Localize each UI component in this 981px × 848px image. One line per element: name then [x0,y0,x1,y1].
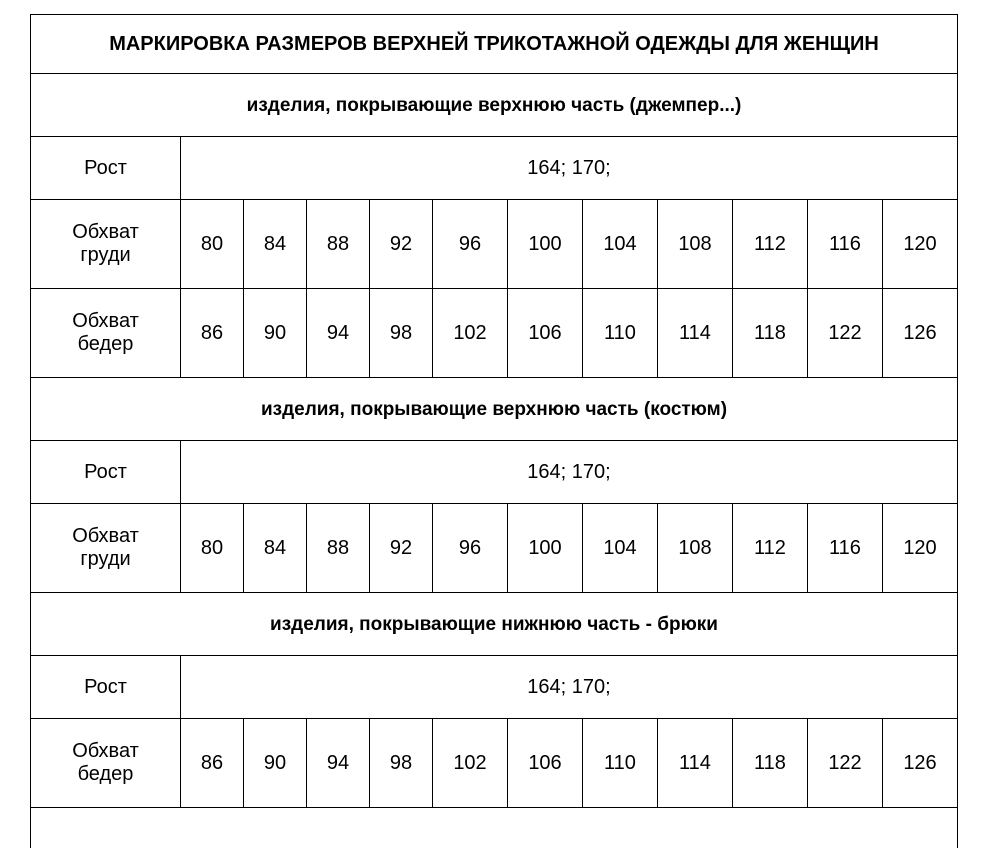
value-cell: 114 [658,289,733,378]
value-cell: 88 [307,504,370,593]
value-cell: 122 [808,719,883,808]
section-heading: изделия, покрывающие верхнюю часть (джемпер...) [31,74,958,137]
height-values: 164; 170; [181,656,958,719]
table-row-cut [31,808,958,848]
row-label-line: Обхват [72,740,139,762]
value-cell: 102 [433,719,508,808]
row-label [31,504,181,593]
row-label: Рост [31,441,181,504]
section-heading: изделия, покрывающие нижнюю часть - брюки [31,593,958,656]
value-cell: 80 [181,504,244,593]
value-cell: 126 [883,719,958,808]
value-cell: 114 [658,719,733,808]
value-cell: 94 [307,289,370,378]
value-cell: 112 [733,200,808,289]
table-row [31,656,958,719]
value-cell: 90 [244,719,307,808]
value-cell: 84 [244,200,307,289]
value-cell: 88 [307,200,370,289]
value-cell: 116 [808,200,883,289]
value-cell: 90 [244,289,307,378]
value-cell: 120 [883,200,958,289]
value-cell: 106 [508,289,583,378]
value-cell: 98 [370,719,433,808]
value-cell: 110 [583,289,658,378]
size-marking-table [30,14,958,848]
row-label-line: бедер [78,763,134,785]
row-label-line: Обхват [72,525,139,547]
section-heading: изделия, покрывающие верхнюю часть (костюм) [31,378,958,441]
value-cell: 86 [181,289,244,378]
value-cell: 92 [370,504,433,593]
value-cell: 120 [883,504,958,593]
value-cell: 80 [181,200,244,289]
value-cell: 118 [733,719,808,808]
value-cell: 98 [370,289,433,378]
value-cell: 108 [658,200,733,289]
table-row [31,289,958,378]
value-cell: 92 [370,200,433,289]
row-label [31,289,181,378]
value-cell: 106 [508,719,583,808]
row-label-line: груди [80,548,130,570]
value-cell: 96 [433,504,508,593]
value-cell: 96 [433,200,508,289]
value-cell: 110 [583,719,658,808]
table-row [31,504,958,593]
value-cell: 122 [808,289,883,378]
table-row [31,719,958,808]
row-label-line: груди [80,244,130,266]
row-label-line: бедер [78,333,134,355]
row-label: Рост [31,656,181,719]
value-cell: 84 [244,504,307,593]
value-cell: 100 [508,200,583,289]
table-row [31,200,958,289]
row-label [31,200,181,289]
value-cell: 104 [583,200,658,289]
value-cell: 126 [883,289,958,378]
table-row [31,137,958,200]
value-cell: 112 [733,504,808,593]
value-cell: 108 [658,504,733,593]
row-label: Рост [31,137,181,200]
height-values: 164; 170; [181,441,958,504]
size-chart-sheet [30,14,958,848]
row-label [31,719,181,808]
value-cell: 94 [307,719,370,808]
value-cell: 100 [508,504,583,593]
height-values: 164; 170; [181,137,958,200]
value-cell: 104 [583,504,658,593]
table-title: МАРКИРОВКА РАЗМЕРОВ ВЕРХНЕЙ ТРИКОТАЖНОЙ ОДЕЖДЫ ДЛЯ ЖЕНЩИН [31,15,958,74]
row-label-line: Обхват [72,221,139,243]
row-label-line: Обхват [72,310,139,332]
value-cell: 118 [733,289,808,378]
cut-off-row [31,808,958,848]
value-cell: 102 [433,289,508,378]
value-cell: 116 [808,504,883,593]
value-cell: 86 [181,719,244,808]
table-row [31,441,958,504]
